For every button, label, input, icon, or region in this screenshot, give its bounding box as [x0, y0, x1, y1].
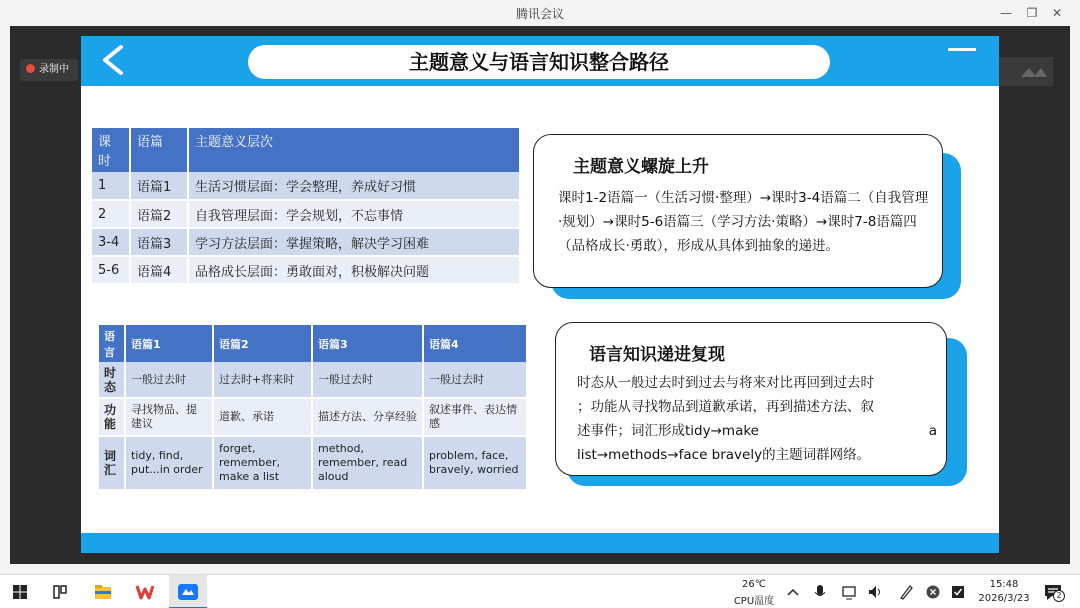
table-row [99, 362, 527, 398]
table-header-cell: 语篇2 [213, 325, 312, 362]
table-row-header: 词汇 [99, 436, 125, 490]
cpu-temp-value: 26℃ [742, 579, 766, 590]
volume-icon[interactable] [866, 581, 884, 603]
close-button[interactable]: ✕ [1051, 6, 1063, 20]
tencent-meeting-logo-icon [1019, 65, 1049, 79]
table-cell: 自我管理层面：学会规划，不忘事情 [188, 200, 520, 228]
table-header-cell: 主题意义层次 [188, 128, 520, 172]
recording-badge[interactable] [20, 59, 78, 81]
table-cell: 学习方法层面：掌握策略，解决学习困难 [188, 228, 520, 256]
language-knowledge-card [555, 322, 947, 476]
lesson-theme-table [92, 128, 521, 285]
table-cell: 描述方法、分享经验 [312, 398, 423, 436]
minimize-button[interactable]: — [1000, 6, 1012, 20]
file-explorer-icon[interactable] [92, 581, 114, 603]
theme-spiral-card [533, 134, 943, 288]
table-header-cell: 课时 [92, 128, 130, 172]
checkbox-icon[interactable] [949, 581, 967, 603]
table-row [92, 200, 520, 228]
table-row-header: 功能 [99, 398, 125, 436]
notification-center-button[interactable] [1043, 582, 1065, 602]
task-view-icon[interactable] [49, 581, 71, 603]
card-body-text: a [928, 423, 937, 439]
table-cell: 语篇3 [130, 228, 188, 256]
card-body-line: ；功能从寻找物品到道歉承诺，再到描述方法、叙 [577, 399, 874, 415]
clock-date[interactable]: 2026/3/23 [978, 593, 1030, 604]
record-icon [26, 64, 35, 73]
slide-decoration [948, 48, 976, 51]
table-row [92, 228, 520, 256]
clock-time[interactable]: 15:48 [989, 579, 1019, 590]
table-header-cell: 语篇1 [125, 325, 213, 362]
close-circle-icon[interactable] [924, 581, 942, 603]
pen-icon[interactable] [897, 581, 915, 603]
table-cell: 3-4 [92, 228, 130, 256]
card-body-text: 述事件；词汇形成tidy→make [577, 423, 759, 439]
table-cell: 生活习惯层面：学会整理，养成好习惯 [188, 172, 520, 200]
table-cell: 叙述事件、表达情感 [423, 398, 527, 436]
card-title: 语言知识递进复现 [589, 345, 725, 365]
table-cell: tidy, find, put...in order [125, 436, 213, 490]
table-cell: 一般过去时 [125, 362, 213, 398]
table-row [99, 398, 527, 436]
presentation-slide [81, 36, 999, 553]
back-arrow-icon[interactable] [97, 43, 127, 77]
cpu-temp-label: CPU温度 [733, 596, 775, 607]
notification-count-badge: 2 [1053, 590, 1065, 602]
slide-footer-bar [81, 533, 999, 553]
card-body [577, 371, 937, 467]
table-row [92, 256, 520, 284]
wps-office-icon[interactable] [134, 581, 156, 603]
table-row [99, 436, 527, 490]
table-cell: 1 [92, 172, 130, 200]
card-body-line [577, 419, 937, 443]
chevron-up-icon[interactable] [785, 581, 801, 603]
table-header-cell: 语篇4 [423, 325, 527, 362]
table-cell: method, remember, read aloud [312, 436, 423, 490]
card-title: 主题意义螺旋上升 [573, 157, 709, 177]
network-icon[interactable] [840, 581, 858, 603]
recording-label: 录制中 [39, 64, 69, 75]
table-cell: problem, face, bravely, worried [423, 436, 527, 490]
restore-button[interactable]: ❐ [1026, 6, 1038, 20]
table-header-cell: 语言 [99, 325, 125, 362]
windows-start-icon[interactable] [9, 581, 31, 603]
window-titlebar [0, 0, 1080, 26]
table-header-row [92, 128, 520, 172]
table-cell: 道歉、承诺 [213, 398, 312, 436]
window-title: 腾讯会议 [515, 7, 564, 21]
table-cell: 过去时+将来时 [213, 362, 312, 398]
table-cell: 品格成长层面：勇敢面对，积极解决问题 [188, 256, 520, 284]
card-body-line: 时态从一般过去时到过去与将来对比再回到过去时 [577, 375, 874, 391]
microphone-icon[interactable] [812, 581, 828, 603]
table-header-cell: 语篇 [130, 128, 188, 172]
table-cell: 语篇2 [130, 200, 188, 228]
card-body: 课时1-2语篇一（生活习惯·整理）→课时3-4语篇二（自我管理·规划）→课时5-6语篇三（学习方法·策略）→课时7-8语篇四（品格成长·勇敢），形成从具体到抽象的递进。 [558, 190, 929, 254]
table-cell: 一般过去时 [312, 362, 423, 398]
table-header-row [99, 325, 527, 362]
table-cell: 2 [92, 200, 130, 228]
table-cell: 5-6 [92, 256, 130, 284]
table-header-cell: 语篇3 [312, 325, 423, 362]
slide-title: 主题意义与语言知识整合路径 [248, 45, 830, 79]
table-cell: forget, remember, make a list [213, 436, 312, 490]
table-cell: 一般过去时 [423, 362, 527, 398]
table-cell: 寻找物品、提建议 [125, 398, 213, 436]
table-cell: 语篇1 [130, 172, 188, 200]
card-body-line: list→methods→face bravely的主题词群网络。 [577, 447, 871, 463]
table-row-header: 时态 [99, 362, 125, 398]
tencent-meeting-app-icon[interactable] [177, 581, 199, 603]
language-knowledge-table [99, 325, 528, 491]
table-cell: 语篇4 [130, 256, 188, 284]
table-row [92, 172, 520, 200]
taskbar [0, 574, 1080, 608]
